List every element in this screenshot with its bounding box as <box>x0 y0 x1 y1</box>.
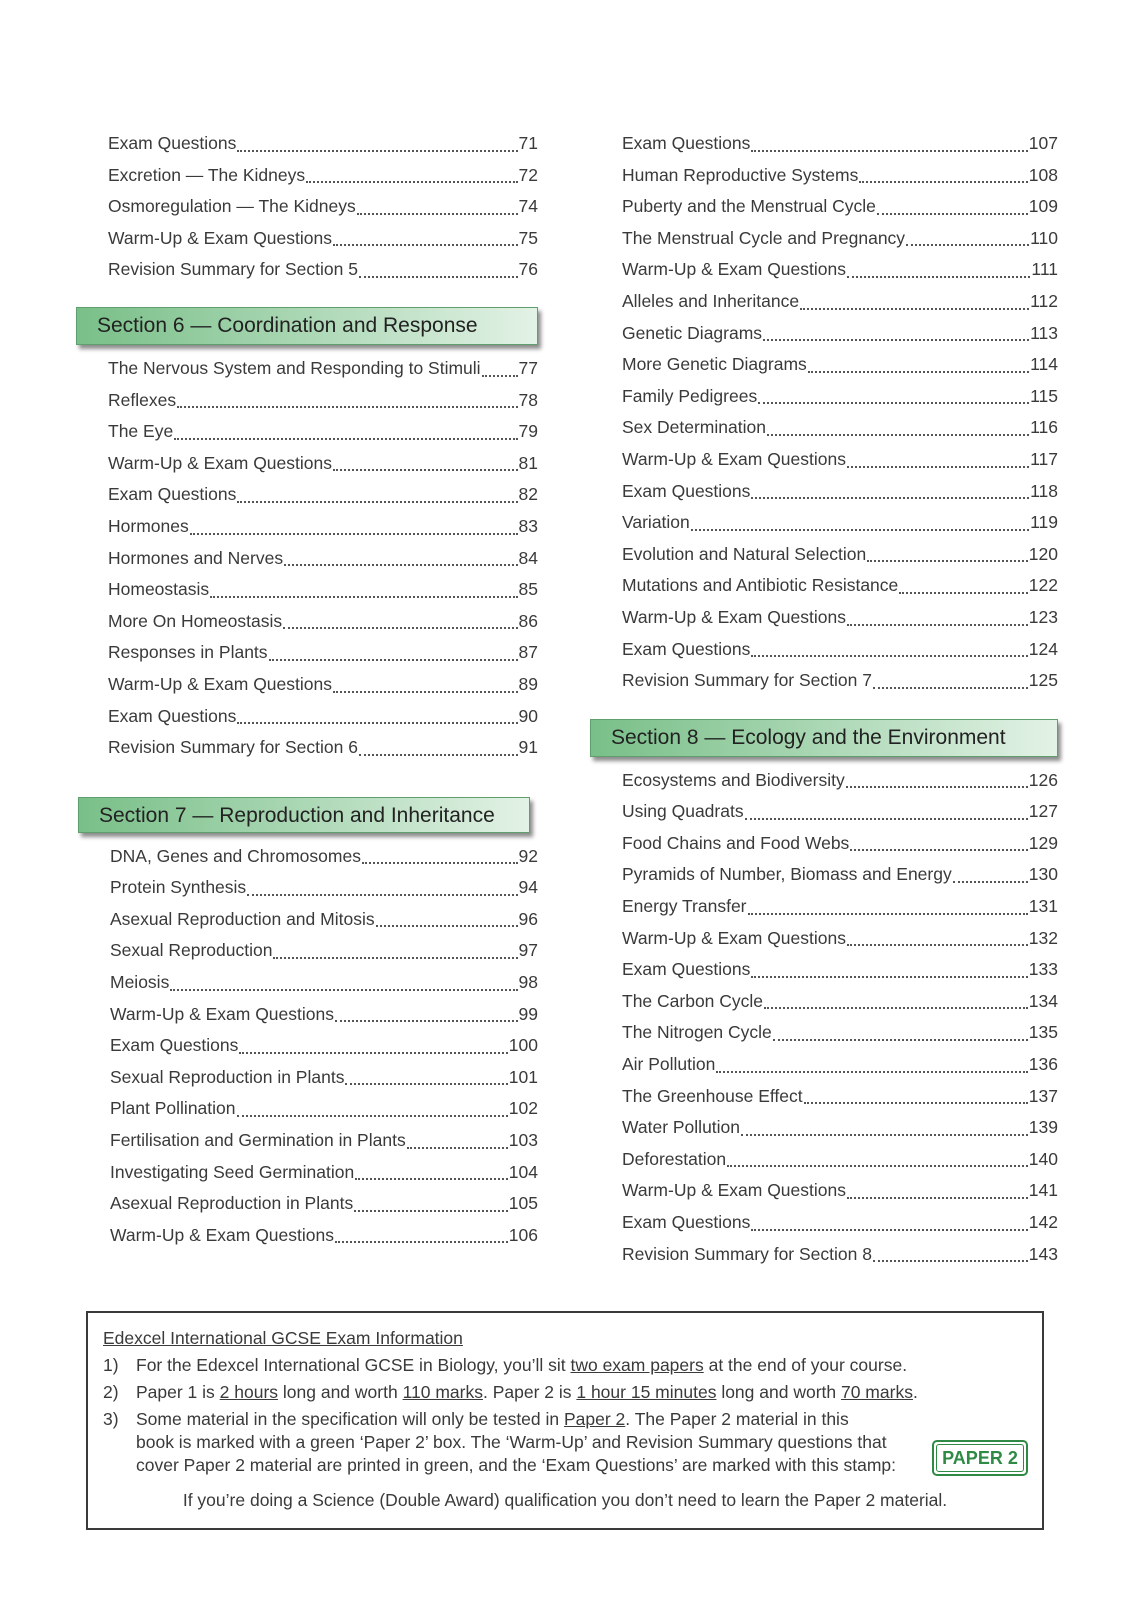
toc-entry <box>622 1049 1058 1081</box>
toc-entry-title: Warm-Up & Exam Questions <box>622 1180 846 1201</box>
toc-entry-page: 116 <box>1030 417 1058 438</box>
toc-entry <box>110 1125 538 1157</box>
exam-info-item-2 <box>103 1381 918 1404</box>
toc-entry-title: Air Pollution <box>622 1054 716 1075</box>
toc-entry-page: 117 <box>1030 448 1058 469</box>
dot-leader <box>355 1178 508 1180</box>
toc-entry <box>622 539 1058 571</box>
toc-entry <box>622 412 1058 444</box>
toc-entry-title: Excretion — The Kidneys <box>108 164 306 185</box>
toc-entry <box>108 128 538 160</box>
dot-leader <box>177 406 517 408</box>
dot-leader <box>953 881 1028 883</box>
toc-entry-title: Evolution and Natural Selection <box>622 543 867 564</box>
dot-leader <box>859 181 1027 183</box>
toc-entry <box>110 1030 538 1062</box>
toc-entry-page: 122 <box>1028 575 1058 596</box>
toc-entry-title: Warm-Up & Exam Questions <box>622 927 846 948</box>
dot-leader <box>764 1007 1028 1009</box>
exam-info-item-1 <box>103 1354 907 1377</box>
toc-entry <box>110 1220 538 1252</box>
item-number: 1) <box>103 1355 119 1375</box>
toc-entry-page: 112 <box>1030 290 1058 311</box>
toc-entry-title: The Nervous System and Responding to Stimuli <box>108 357 481 378</box>
toc-entry-title: Exam Questions <box>108 705 237 726</box>
dot-leader <box>727 1165 1028 1167</box>
toc-entry <box>110 967 538 999</box>
toc-entry-page: 102 <box>508 1098 538 1119</box>
dot-leader <box>716 1071 1027 1073</box>
toc-entry <box>622 859 1058 891</box>
dot-leader <box>847 276 1030 278</box>
toc-entry <box>108 254 538 286</box>
toc-entry-title: More Genetic Diagrams <box>622 354 807 375</box>
toc-entry <box>110 1157 538 1189</box>
dot-leader <box>354 1210 508 1212</box>
dot-leader <box>877 213 1028 215</box>
dot-leader <box>741 1134 1028 1136</box>
dot-leader <box>808 371 1029 373</box>
dot-leader <box>306 181 517 183</box>
toc-entry <box>622 765 1058 797</box>
dot-leader <box>751 655 1027 657</box>
dot-leader <box>273 957 517 959</box>
section5-tail-list <box>108 128 538 286</box>
toc-entry <box>108 543 538 575</box>
toc-entry-page: 97 <box>518 940 538 961</box>
dot-leader <box>482 375 518 377</box>
exam-info-box <box>86 1311 1044 1530</box>
toc-entry-page: 85 <box>518 579 538 600</box>
toc-entry-page: 133 <box>1028 959 1058 980</box>
toc-entry-title: Warm-Up & Exam Questions <box>108 452 332 473</box>
toc-entry-page: 100 <box>508 1035 538 1056</box>
toc-entry-page: 141 <box>1028 1180 1058 1201</box>
dot-leader <box>767 434 1029 436</box>
dot-leader <box>745 818 1028 820</box>
item-underlined: two exam papers <box>570 1355 704 1375</box>
toc-entry-page: 75 <box>518 227 538 248</box>
toc-entry-page: 130 <box>1028 864 1058 885</box>
toc-entry <box>108 160 538 192</box>
toc-entry-page: 136 <box>1028 1054 1058 1075</box>
toc-entry-title: Exam Questions <box>622 959 751 980</box>
toc-entry <box>108 511 538 543</box>
dot-leader <box>751 150 1027 152</box>
toc-entry-page: 104 <box>508 1161 538 1182</box>
toc-entry-page: 99 <box>518 1003 538 1024</box>
toc-entry-page: 120 <box>1028 543 1058 564</box>
dot-leader <box>269 659 518 661</box>
toc-entry-page: 134 <box>1028 990 1058 1011</box>
toc-entry-title: Asexual Reproduction in Plants <box>110 1193 354 1214</box>
dot-leader <box>800 308 1029 310</box>
toc-entry-title: Pyramids of Number, Biomass and Energy <box>622 864 952 885</box>
exam-info-item-3 <box>103 1408 896 1477</box>
toc-entry <box>622 923 1058 955</box>
toc-entry-title: Mutations and Antibiotic Resistance <box>622 575 899 596</box>
section6-list <box>108 353 538 764</box>
toc-entry-title: Asexual Reproduction and Mitosis <box>110 908 375 929</box>
dot-leader <box>333 691 518 693</box>
dot-leader <box>284 564 517 566</box>
toc-entry-page: 109 <box>1028 196 1058 217</box>
dot-leader <box>345 1083 507 1085</box>
toc-entry-page: 126 <box>1028 769 1058 790</box>
item-text: long and worth <box>716 1382 841 1402</box>
paper-2-stamp-label: PAPER 2 <box>936 1444 1024 1472</box>
toc-entry-page: 76 <box>518 259 538 280</box>
item-number: 2) <box>103 1382 119 1402</box>
dot-leader <box>691 529 1029 531</box>
item-underlined: 2 hours <box>219 1382 279 1402</box>
toc-entry-title: Sexual Reproduction in Plants <box>110 1066 345 1087</box>
toc-entry-title: Warm-Up & Exam Questions <box>110 1003 334 1024</box>
toc-entry <box>622 1175 1058 1207</box>
dot-leader <box>333 244 518 246</box>
dot-leader <box>283 627 517 629</box>
dot-leader <box>847 944 1028 946</box>
toc-entry-page: 124 <box>1028 638 1058 659</box>
toc-entry-title: Exam Questions <box>622 480 751 501</box>
toc-entry-page: 111 <box>1031 259 1058 280</box>
toc-entry <box>622 223 1058 255</box>
toc-entry-title: Revision Summary for Section 7 <box>622 670 872 691</box>
toc-entry <box>110 935 538 967</box>
toc-entry <box>622 1144 1058 1176</box>
dot-leader <box>333 469 518 471</box>
toc-entry-title: Variation <box>622 512 690 533</box>
toc-entry-page: 105 <box>508 1193 538 1214</box>
toc-entry-title: Investigating Seed Germination <box>110 1161 355 1182</box>
toc-entry-title: Ecosystems and Biodiversity <box>622 769 845 790</box>
toc-entry <box>622 796 1058 828</box>
toc-entry-title: Exam Questions <box>108 484 237 505</box>
toc-entry <box>622 318 1058 350</box>
toc-entry <box>110 1188 538 1220</box>
item-number: 3) <box>103 1409 119 1429</box>
toc-entry <box>110 904 538 936</box>
toc-entry-title: Genetic Diagrams <box>622 322 763 343</box>
toc-entry-title: Exam Questions <box>622 133 751 153</box>
toc-entry <box>622 570 1058 602</box>
toc-entry-page: 140 <box>1028 1148 1058 1169</box>
section6-heading: Section 6 — Coordination and Response <box>76 307 538 345</box>
toc-entry <box>622 254 1058 286</box>
toc-entry-title: Fertilisation and Germination in Plants <box>110 1130 406 1151</box>
toc-entry-title: Warm-Up & Exam Questions <box>108 673 332 694</box>
toc-entry-page: 78 <box>518 389 538 410</box>
toc-entry-title: Human Reproductive Systems <box>622 164 859 185</box>
toc-entry <box>108 701 538 733</box>
toc-entry-page: 94 <box>518 877 538 898</box>
dot-leader <box>376 925 518 927</box>
dot-leader <box>359 276 518 278</box>
toc-entry-page: 84 <box>518 547 538 568</box>
item-underlined: 110 marks <box>402 1382 483 1402</box>
toc-entry-page: 143 <box>1028 1243 1058 1264</box>
section7-continued-list <box>622 128 1058 697</box>
toc-entry <box>622 191 1058 223</box>
toc-entry-page: 108 <box>1028 164 1058 185</box>
toc-entry <box>622 507 1058 539</box>
toc-entry <box>622 476 1058 508</box>
toc-entry-page: 110 <box>1030 227 1058 248</box>
dot-leader <box>751 1229 1027 1231</box>
toc-entry-page: 131 <box>1028 896 1058 917</box>
toc-entry-title: Energy Transfer <box>622 896 747 917</box>
dot-leader <box>804 1102 1028 1104</box>
toc-entry-page: 77 <box>518 357 538 378</box>
item-underlined: 1 hour 15 minutes <box>576 1382 717 1402</box>
toc-entry-title: Homeostasis <box>108 579 210 600</box>
dot-leader <box>407 1147 508 1149</box>
toc-entry-page: 137 <box>1028 1085 1058 1106</box>
item-text: . <box>912 1382 918 1402</box>
toc-entry <box>622 286 1058 318</box>
dot-leader <box>237 150 517 152</box>
item-text: For the Edexcel International GCSE in Biology, you’ll sit <box>136 1355 571 1375</box>
toc-entry <box>110 872 538 904</box>
toc-entry-page: 81 <box>518 452 538 473</box>
toc-entry-title: The Greenhouse Effect <box>622 1085 803 1106</box>
toc-entry <box>622 1017 1058 1049</box>
toc-entry <box>622 160 1058 192</box>
toc-entry <box>108 416 538 448</box>
toc-entry-page: 96 <box>518 908 538 929</box>
dot-leader <box>237 722 517 724</box>
toc-entry-page: 90 <box>518 705 538 726</box>
item-text: at the end of your course. <box>703 1355 908 1375</box>
dot-leader <box>751 497 1029 499</box>
dot-leader <box>237 501 517 503</box>
dot-leader <box>847 1197 1028 1199</box>
section8-heading: Section 8 — Ecology and the Environment <box>590 719 1058 757</box>
toc-entry <box>108 385 538 417</box>
toc-entry-page: 118 <box>1030 480 1058 501</box>
toc-entry-page: 114 <box>1030 354 1058 375</box>
dot-leader <box>335 1241 508 1243</box>
dot-leader <box>335 1020 518 1022</box>
dot-leader <box>357 213 518 215</box>
toc-entry <box>622 828 1058 860</box>
toc-entry-page: 119 <box>1030 512 1058 533</box>
toc-entry-title: Deforestation <box>622 1148 727 1169</box>
toc-entry <box>622 1239 1058 1271</box>
toc-entry-page: 135 <box>1028 1022 1058 1043</box>
toc-entry <box>108 606 538 638</box>
toc-entry-title: Using Quadrats <box>622 801 744 822</box>
dot-leader <box>899 592 1028 594</box>
item-text: . Paper 2 is <box>482 1382 577 1402</box>
toc-entry-title: Protein Synthesis <box>110 877 247 898</box>
dot-leader <box>847 466 1029 468</box>
toc-entry <box>108 637 538 669</box>
toc-entry-title: Family Pedigrees <box>622 385 758 406</box>
toc-entry-page: 91 <box>518 737 538 758</box>
toc-entry <box>108 448 538 480</box>
dot-leader <box>247 894 517 896</box>
toc-entry <box>108 191 538 223</box>
toc-entry <box>622 891 1058 923</box>
item-text: Paper 1 is <box>136 1382 220 1402</box>
toc-entry-page: 139 <box>1028 1117 1058 1138</box>
toc-entry-title: The Carbon Cycle <box>622 990 764 1011</box>
dot-leader <box>174 438 517 440</box>
toc-entry-title: Meiosis <box>110 972 170 993</box>
toc-entry-title: Exam Questions <box>622 638 751 659</box>
dot-leader <box>873 1260 1028 1262</box>
dot-leader <box>170 989 517 991</box>
toc-entry-page: 79 <box>518 421 538 442</box>
toc-entry-page: 125 <box>1028 670 1058 691</box>
toc-entry-page: 103 <box>508 1130 538 1151</box>
toc-entry-page: 113 <box>1030 322 1058 343</box>
dot-leader <box>906 244 1029 246</box>
toc-entry <box>622 349 1058 381</box>
toc-entry-page: 72 <box>518 164 538 185</box>
toc-entry-title: Warm-Up & Exam Questions <box>622 259 846 280</box>
toc-entry-page: 71 <box>518 133 538 153</box>
dot-leader <box>748 913 1028 915</box>
toc-entry-title: Hormones <box>108 515 189 536</box>
toc-entry-title: Warm-Up & Exam Questions <box>622 606 846 627</box>
toc-entry <box>622 381 1058 413</box>
toc-entry-title: Sexual Reproduction <box>110 940 273 961</box>
toc-entry <box>622 128 1058 160</box>
toc-entry-page: 98 <box>518 972 538 993</box>
toc-entry-title: Warm-Up & Exam Questions <box>110 1224 334 1245</box>
item-text: book is marked with a green ‘Paper 2’ box. The ‘Warm-Up’ and Revision Summary questions that <box>136 1432 887 1452</box>
dot-leader <box>867 560 1028 562</box>
toc-entry <box>108 223 538 255</box>
toc-entry <box>110 1093 538 1125</box>
right-column <box>611 128 1058 1270</box>
dot-leader <box>237 1115 508 1117</box>
toc-entry-page: 87 <box>518 642 538 663</box>
toc-entry-page: 127 <box>1028 801 1058 822</box>
toc-entry <box>622 986 1058 1018</box>
toc-entry-title: Sex Determination <box>622 417 766 438</box>
dot-leader <box>359 754 518 756</box>
toc-entry-title: Reflexes <box>108 389 177 410</box>
dot-leader <box>763 339 1029 341</box>
double-award-note: If you’re doing a Science (Double Award) qualification you don’t need to learn the Paper 2 material. <box>182 1490 948 1510</box>
toc-entry <box>110 999 538 1031</box>
toc-entry-page: 101 <box>508 1066 538 1087</box>
dot-leader <box>873 687 1028 689</box>
toc-entry <box>108 479 538 511</box>
dot-leader <box>239 1052 507 1054</box>
toc-entry-title: Warm-Up & Exam Questions <box>108 227 332 248</box>
toc-entry-page: 82 <box>518 484 538 505</box>
toc-entry <box>110 1062 538 1094</box>
toc-entry-title: Plant Pollination <box>110 1098 236 1119</box>
toc-entry-title: Water Pollution <box>622 1117 741 1138</box>
toc-entry-title: Exam Questions <box>622 1212 751 1232</box>
dot-leader <box>210 596 517 598</box>
toc-entry-title: The Menstrual Cycle and Pregnancy <box>622 227 906 248</box>
item-underlined: Paper 2 <box>564 1409 626 1429</box>
toc-entry-page: 142 <box>1028 1212 1058 1232</box>
toc-entry-title: Warm-Up & Exam Questions <box>622 448 846 469</box>
exam-info-title: Edexcel International GCSE Exam Information <box>103 1328 463 1348</box>
dot-leader <box>758 402 1029 404</box>
toc-entry <box>108 574 538 606</box>
toc-entry <box>622 444 1058 476</box>
toc-entry-title: The Eye <box>108 421 174 442</box>
toc-entry-page: 74 <box>518 196 538 217</box>
toc-entry-page: 83 <box>518 515 538 536</box>
toc-entry-page: 89 <box>518 673 538 694</box>
toc-entry-page: 107 <box>1028 133 1058 153</box>
toc-entry-title: Revision Summary for Section 6 <box>108 737 358 758</box>
toc-entry <box>622 1207 1058 1239</box>
toc-entry-page: 123 <box>1028 606 1058 627</box>
toc-entry <box>108 669 538 701</box>
toc-entry-title: DNA, Genes and Chromosomes <box>110 845 361 866</box>
toc-entry <box>108 353 538 385</box>
dot-leader <box>751 976 1027 978</box>
toc-entry <box>622 602 1058 634</box>
section7-heading: Section 7 — Reproduction and Inheritance <box>78 797 530 833</box>
item-text: Some material in the specification will only be tested in <box>136 1409 564 1429</box>
dot-leader <box>190 533 518 535</box>
paper-2-stamp <box>932 1440 1028 1476</box>
dot-leader <box>850 849 1027 851</box>
toc-entry-title: Alleles and Inheritance <box>622 290 800 311</box>
item-text: cover Paper 2 material are printed in green, and the ‘Exam Questions’ are marked with this stamp: <box>136 1455 896 1475</box>
toc-entry-title: More On Homeostasis <box>108 610 283 631</box>
toc-entry-page: 92 <box>518 845 538 866</box>
toc-entry-title: Puberty and the Menstrual Cycle <box>622 196 876 217</box>
toc-entry-title: Responses in Plants <box>108 642 268 663</box>
toc-entry <box>108 732 538 764</box>
item-text: . The Paper 2 material in this <box>625 1409 849 1429</box>
toc-entry <box>622 1081 1058 1113</box>
toc-entry-page: 132 <box>1028 927 1058 948</box>
toc-entry-page: 129 <box>1028 832 1058 853</box>
toc-entry-title: The Nitrogen Cycle <box>622 1022 772 1043</box>
toc-entry <box>110 841 538 873</box>
dot-leader <box>773 1039 1028 1041</box>
item-underlined: 70 marks <box>840 1382 913 1402</box>
toc-entry-title: Revision Summary for Section 8 <box>622 1243 872 1264</box>
toc-entry-page: 115 <box>1030 385 1058 406</box>
toc-entry-title: Hormones and Nerves <box>108 547 284 568</box>
section7-list <box>110 841 538 1252</box>
left-column <box>97 128 538 1251</box>
dot-leader <box>846 786 1028 788</box>
toc-entry <box>622 954 1058 986</box>
toc-entry-title: Exam Questions <box>110 1035 239 1056</box>
item-text: long and worth <box>278 1382 403 1402</box>
toc-entry-page: 86 <box>518 610 538 631</box>
toc-entry-title: Osmoregulation — The Kidneys <box>108 196 356 217</box>
toc-entry-title: Food Chains and Food Webs <box>622 832 850 853</box>
section8-list <box>622 765 1058 1271</box>
toc-entry-title: Exam Questions <box>108 133 237 153</box>
dot-leader <box>847 624 1028 626</box>
toc-entry-title: Revision Summary for Section 5 <box>108 259 358 280</box>
toc-entry <box>622 634 1058 666</box>
toc-entry <box>622 1112 1058 1144</box>
toc-entry <box>622 665 1058 697</box>
toc-entry-page: 106 <box>508 1224 538 1245</box>
dot-leader <box>362 862 518 864</box>
